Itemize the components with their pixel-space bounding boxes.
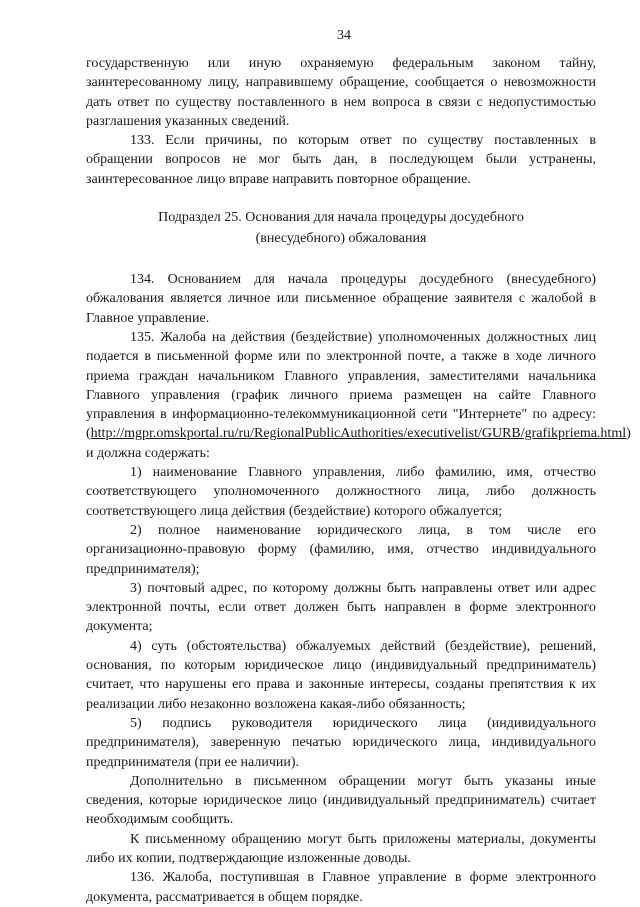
paragraph-134: 134. Основанием для начала процедуры досудебного (внесудебного) обжалования является личное или письменное обращение заявителя с жалобой в Главное управление. [86,272,596,326]
schedule-link[interactable]: http://mgpr.omskportal.ru/ru/RegionalPublicAuthorities/executivelist/GURB/grafikpriema.html [90,426,627,442]
paragraph-attachments: К письменному обращению могут быть приложены материалы, документы либо их копии, подтверждающие изложенные доводы. [86,831,596,866]
requirement-item-4: 4) суть (обстоятельства) обжалуемых действий (бездействие), решений, основания, по которым юридическое лицо (индивидуальный предприниматель) считает, что нарушены его права и законные интересы, созданы препятствия к их реализации либо незаконно возложена какая-либо обязанность; [86,638,596,712]
requirement-item-3: 3) почтовый адрес, по которому должны быть направлены ответ или адрес электронной почты, если ответ должен быть направлен в форме электронного документа; [86,580,596,635]
paragraph-135-tail: ) и должна содержать: [86,426,631,461]
subsection-heading-line-2: (внесудебного) обжалования [255,231,427,247]
paragraph-135 [86,328,631,463]
paragraph-continuation: государственную или иную охраняемую федеральным законом тайну, заинтересованному лицу, направившему обращение, сообщается о невозможности дать ответ по существу поставленного в нем вопроса в связи с недопустимостью разглашения указанных сведений. [86,56,596,129]
paragraph-136: 136. Жалоба, поступившая в Главное управление в форме электронного документа, рассматривается в общем порядке. [86,870,596,905]
paragraph-additional-info: Дополнительно в письменном обращении могут быть указаны иные сведения, которые юридическое лицо (индивидуальный предприниматель) считает необходимым сообщить. [86,773,596,828]
requirement-item-5: 5) подпись руководителя юридического лица (индивидуального предпринимателя), заверенную печатью юридического лица, индивидуального предпринимателя (при ее наличии). [86,715,596,770]
requirement-item-2: 2) полное наименование юридического лица, в том числе его организационно-правовую форму (фамилию, имя, отчество индивидуального предпринимателя); [86,522,596,577]
paragraph-133: 133. Если причины, по которым ответ по существу поставленных в обращении вопросов не мог быть дан, в последующем были устранены, заинтересованное лицо вправе направить повторное обращение. [86,133,596,187]
paragraph-135-text: 135. Жалоба на действия (бездействие) уполномоченных должностных лиц подается в письменной форме или по электронной почте, а также в ходе личного приема граждан начальником Главного управления, заместителями начальника Главного управления (график личного приема размещен на сайте Главного управления в информационно-телекоммуникационной сети "Интернете" по адресу: ( [86,329,596,442]
subsection-heading-line-1: Подраздел 25. Основания для начала процедуры досудебного [158,210,524,226]
requirement-item-1: 1) наименование Главного управления, либо фамилию, имя, отчество соответствующего уполномоченного должностного лица, либо должность соответствующего лица действия (бездействие) которого обжалуется; [86,465,596,519]
document-page [86,28,631,907]
page-number: 34 [337,28,351,43]
subsection-heading [86,207,596,249]
